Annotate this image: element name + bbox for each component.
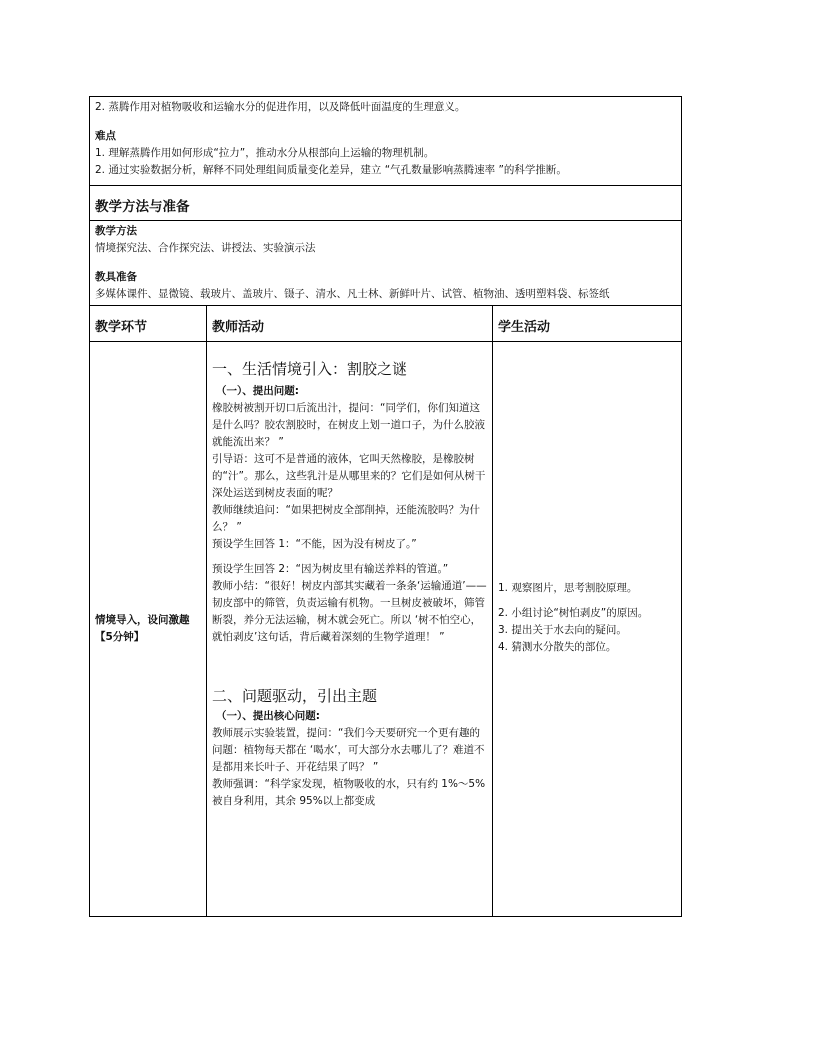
lesson-row: [90, 342, 682, 917]
part2-para: 教师强调：“科学家发现，植物吸收的水，只有约 1%～5%被自身利用，其余 95%以上都变成: [212, 778, 486, 807]
methods-content-row: [90, 221, 682, 306]
student-cell: [493, 342, 682, 917]
methods-title-row: [90, 186, 682, 221]
step-label: 情境导入，设问激趣【5分钟】: [95, 614, 190, 643]
tools-text: 多媒体课件、显微镜、载玻片、盖玻片、镊子、清水、凡士林、新鲜叶片、试管、植物油、透明塑料袋、标签纸: [95, 288, 610, 300]
step-cell: [90, 342, 207, 917]
part1-para: 教师小结：“很好！树皮内部其实藏着一条条‘运输通道’——韧皮部中的筛管，负责运输有机物。一旦树皮被破坏，筛管断裂，养分无法运输，树木就会死亡。所以 ‘树不怕空心，就怕剥皮’这句话，背后藏着深刻的生物学道理！ ”: [212, 580, 487, 643]
part1-para: 预设学生回答 1：“不能，因为没有树皮了。”: [212, 538, 417, 550]
methods-content-cell: [90, 221, 682, 306]
table-header-row: [90, 306, 682, 342]
difficulty-row: [90, 97, 682, 186]
tools-title: 教具准备: [95, 271, 137, 283]
difficulty-title: 难点: [95, 130, 116, 142]
student-activity-item: 1. 观察图片，思考割胶原理。: [498, 582, 638, 594]
part2-subtitle: （一）、提出核心问题:: [216, 710, 320, 722]
part1-para: 橡胶树被割开切口后流出汁，提问：“同学们，你们知道这是什么吗？胶农割胶时，在树皮上划一道口子，为什么胶液就能流出来？ ”: [212, 402, 485, 448]
part2-title: 二、问题驱动，引出主题: [212, 687, 378, 705]
part1-para: 教师继续追问：“如果把树皮全部削掉，还能流胶吗？为什么？ ”: [212, 504, 480, 533]
part1-para: 预设学生回答 2：“因为树皮里有输送养料的管道。”: [212, 563, 449, 575]
lesson-plan-table: [89, 96, 682, 917]
part1-para: 引导语：这可不是普通的液体，它叫天然橡胶，是橡胶树的“汁”。那么，这些乳汁是从哪里来的？它们是如何从树干深处运送到树皮表面的呢？: [212, 453, 486, 499]
header-student: 学生活动: [493, 306, 682, 342]
part1-subtitle: （一）、提出问题:: [216, 385, 299, 397]
method-title: 教学方法: [95, 225, 137, 237]
teacher-cell: [207, 342, 493, 917]
difficulty-item-1: 1. 理解蒸腾作用如何形成“拉力”，推动水分从根部向上运输的物理机制。: [95, 147, 435, 159]
method-text: 情境探究法、合作探究法、讲授法、实验演示法: [95, 242, 316, 254]
key-point-item-2: 2. 蒸腾作用对植物吸收和运输水分的促进作用，以及降低叶面温度的生理意义。: [95, 101, 466, 113]
student-activity-item: 3. 提出关于水去向的疑问。: [498, 624, 627, 636]
difficulty-item-2: 2. 通过实验数据分析，解释不同处理组间质量变化差异，建立 “气孔数量影响蒸腾速率 ”的科学推断。: [95, 164, 567, 176]
part2-para: 教师展示实验装置，提问：“我们今天要研究一个更有趣的问题：植物每天都在 ‘喝水’，可大部分水去哪儿了？难道不是都用来长叶子、开花结果了吗？ ”: [212, 727, 485, 773]
student-activity-item: 4. 猜测水分散失的部位。: [498, 641, 617, 653]
header-teacher: 教师活动: [207, 306, 493, 342]
header-step: 教学环节: [90, 306, 207, 342]
lesson-plan-page: [89, 96, 681, 917]
part1-title: 一、生活情境引入：割胶之谜: [212, 360, 408, 378]
methods-section-title: 教学方法与准备: [90, 186, 682, 221]
difficulty-cell: [90, 97, 682, 186]
student-activity-list: [498, 580, 676, 656]
student-activity-item: 2. 小组讨论“树怕剥皮”的原因。: [498, 607, 649, 619]
